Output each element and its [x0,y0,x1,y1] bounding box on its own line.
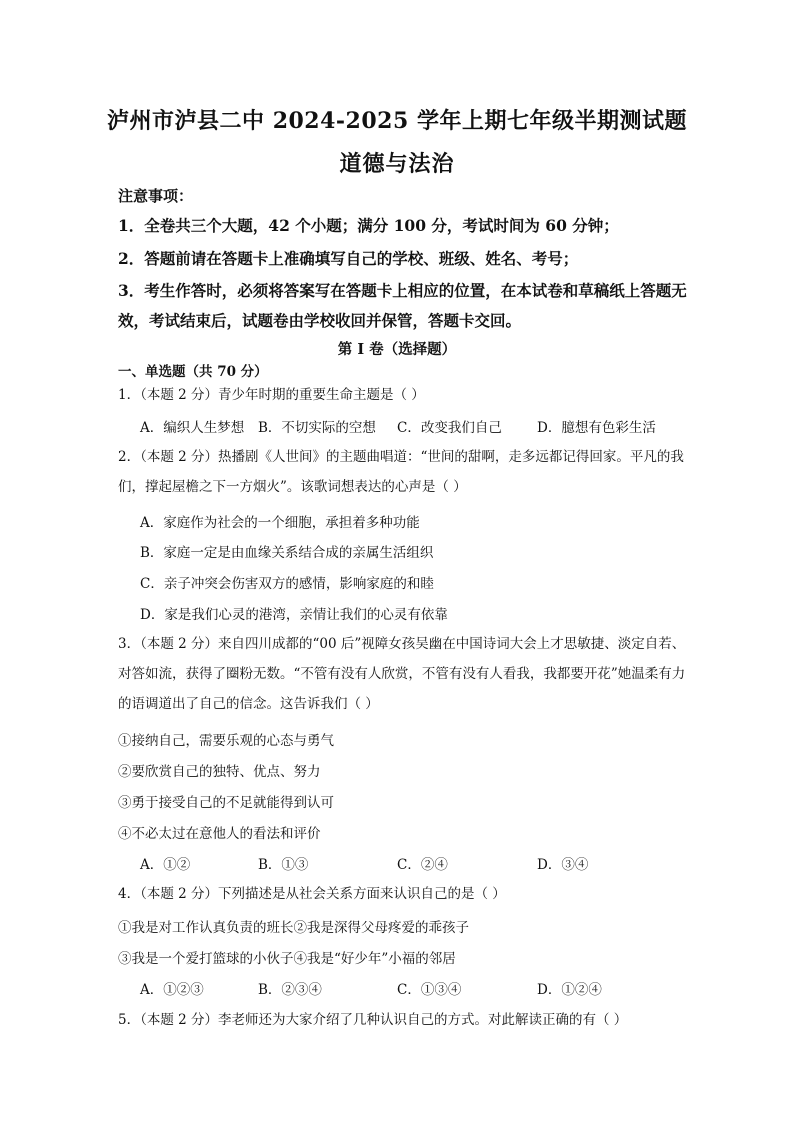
option-row [140,978,700,1000]
option-d: D．臆想有色彩生活 [537,420,656,436]
statement: ③我是一个爱打篮球的小伙子④我是“好少年”小福的邻居 [118,951,456,967]
exam-subject: 道德与法治 [339,151,455,177]
question-stem: 2．（本题 2 分）热播剧《人世间》的主题曲唱道：“世间的甜啊，走多远都记得回家。平凡的我们，撑起屋檐之下一方烟火”。该歌词想表达的心声是（ ） [118,449,684,495]
option-d: D．家是我们心灵的港湾，亲情让我们的心灵有依靠 [140,607,448,623]
question-stem: 3．（本题 2 分）来自四川成都的“00 后”视障女孩吴幽在中国诗词大会上才思敏捷、淡定自若、对答如流，获得了圈粉无数。“不管有没有人欣赏，不管有没有人看我，我都要开花”她温柔有力的语调道出了自己的信念。这告诉我们（ ） [118,636,686,712]
option-b: B．家庭一定是由血缘关系结合成的亲属生活组织 [140,545,434,561]
option-c: C．亲子冲突会伤害双方的感情，影响家庭的和睦 [140,576,434,592]
option-b: B．不切实际的空想 [258,420,376,436]
statement: ②要欣赏自己的独特、优点、努力 [118,764,321,780]
option-b: B．①③ [258,857,309,873]
part-heading: 一、单选题（共 70 分） [118,364,268,380]
option-c: C．②④ [397,857,448,873]
option-a: A．①② [140,857,191,873]
statement: ③勇于接受自己的不足就能得到认可 [118,795,334,811]
statement: ④不必太过在意他人的看法和评价 [118,826,321,842]
question-stem: 1．（本题 2 分）青少年时期的重要生命主题是（ ） [118,387,425,403]
notice-item: 1．全卷共三个大题，42 个小题；满分 100 分，考试时间为 60 分钟； [118,216,619,235]
option-a: A．编织人生梦想 [140,420,245,436]
statement: ①我是对工作认真负责的班长②我是深得父母疼爱的乖孩子 [118,920,469,936]
option-a: A．①②③ [140,982,204,998]
option-b: B．②③④ [258,982,322,998]
question-stem: 5．（本题 2 分）李老师还为大家介绍了几种认识自己的方式。对此解读正确的有（ ） [118,1012,628,1028]
notice-item: 2．答题前请在答题卡上准确填写自己的学校、班级、姓名、考号； [118,249,579,268]
option-c: C．①③④ [397,982,462,998]
notice-heading: 注意事项： [118,187,194,205]
exam-title: 泸州市泸县二中 2024-2025 学年上期七年级半期测试题 [107,108,687,134]
option-row [140,416,700,438]
option-d: D．①②④ [537,982,602,998]
option-c: C．改变我们自己 [397,420,502,436]
section-title: 第 I 卷（选择题） [337,341,457,358]
notice-item: 3．考生作答时，必须将答案写在答题卡上相应的位置，在本试卷和草稿纸上答题无效，考试结束后，试题卷由学校收回并保管，答题卡交回。 [118,281,687,330]
statement: ①接纳自己，需要乐观的心态与勇气 [118,733,334,749]
option-a: A．家庭作为社会的一个细胞，承担着多种功能 [140,515,420,531]
option-d: D．③④ [537,857,589,873]
option-row [140,853,700,875]
question-stem: 4．（本题 2 分）下列描述是从社会关系方面来认识自己的是（ ） [118,886,506,902]
